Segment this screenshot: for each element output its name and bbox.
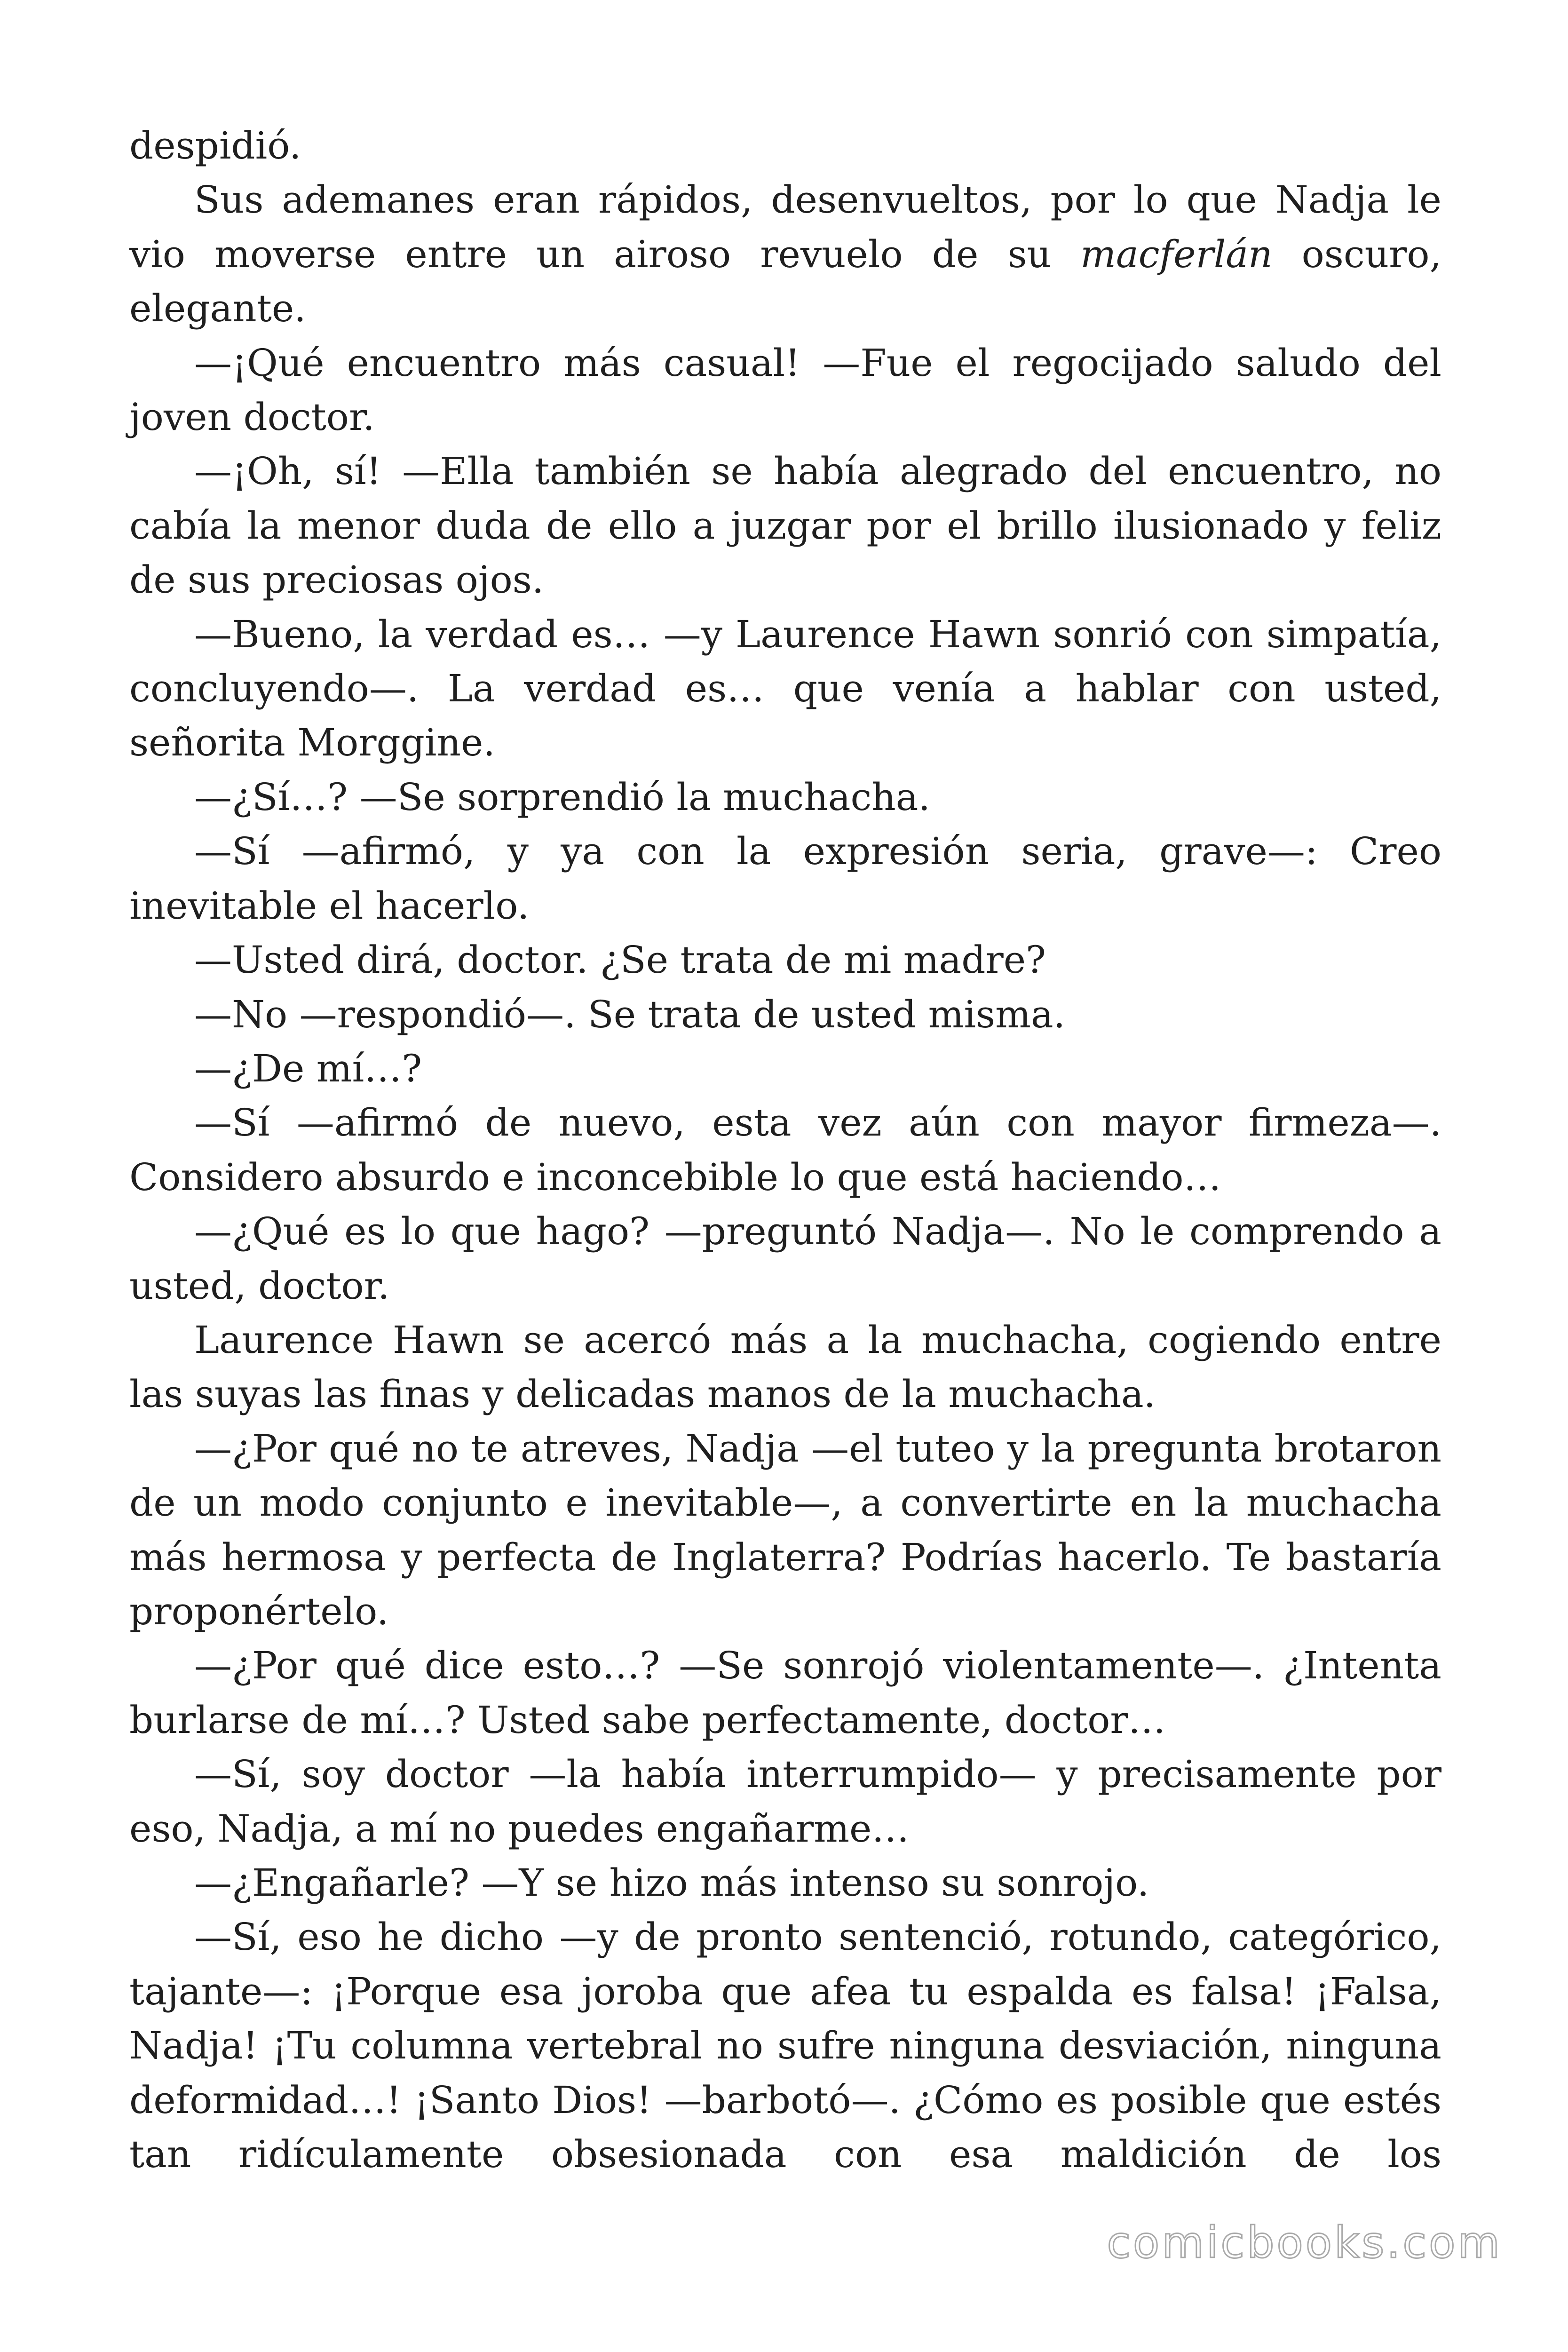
paragraph: —¡Oh, sí! —Ella también se había alegrado del encuentro, no cabía la menor duda de ello a juzgar por el brillo ilusionado y feliz de sus preciosas ojos. — [129, 449, 1441, 602]
paragraph: —¿Por qué dice esto…? —Se sonrojó violentamente—. ¿Intenta burlarse de mí…? Usted sabe perfectamente, doctor… — [129, 1644, 1441, 1742]
paragraph-text: Sus ademanes eran rápidos, desenvueltos, por lo que Nadja le vio moverse entre un airoso revuelo de su — [129, 178, 1441, 276]
watermark: comicbooks.com — [1107, 2217, 1502, 2268]
paragraph: —Sí, soy doctor —la había interrumpido— y precisamente por eso, Nadja, a mí no puedes engañarme… — [129, 1752, 1441, 1851]
paragraph: —Bueno, la verdad es… —y Laurence Hawn sonrió con simpatía, concluyendo—. La verdad es… que venía a hablar con usted, señorita Morggine. — [129, 612, 1441, 765]
paragraph: —Sí, eso he dicho —y de pronto sentenció, rotundo, categórico, tajante—: ¡Porque esa joroba que afea tu espalda es falsa! ¡Falsa, Nadja! ¡Tu columna vertebral no sufre ninguna desviación, ninguna deformidad…! ¡Santo Dios! —barbotó—. ¿Cómo es posible que estés tan ridículamente obsesionada con esa maldición de los — [129, 1915, 1441, 2177]
page-text — [129, 119, 1441, 2181]
paragraph: —¿Sí…? —Se sorprendió la muchacha. — [194, 775, 930, 819]
italic-word: macferlán — [1080, 232, 1273, 276]
paragraph: —Sí —afirmó de nuevo, esta vez aún con mayor firmeza—. Considero absurdo e inconcebible lo que está haciendo… — [129, 1101, 1441, 1199]
paragraph-text: oscuro, elegante. — [129, 232, 1442, 331]
paragraph: —¡Qué encuentro más casual! —Fue el regocijado saludo del joven doctor. — [129, 341, 1441, 439]
paragraph: —Usted dirá, doctor. ¿Se trata de mi madre? — [194, 938, 1046, 982]
paragraph: —¿Engañarle? —Y se hizo más intenso su sonrojo. — [194, 1861, 1149, 1905]
paragraph — [129, 173, 1441, 335]
paragraph: —¿Por qué no te atreves, Nadja —el tuteo y la pregunta brotaron de un modo conjunto e inevitable—, a convertirte en la muchacha más hermosa y perfecta de Inglaterra? Podrías hacerlo. Te bastaría proponértelo. — [129, 1426, 1441, 1633]
paragraph: —¿Qué es lo que hago? —preguntó Nadja—. No le comprendo a usted, doctor. — [129, 1209, 1441, 1308]
paragraph: —No —respondió—. Se trata de usted misma. — [194, 992, 1066, 1036]
paragraph: Laurence Hawn se acercó más a la muchacha, cogiendo entre las suyas las finas y delicadas manos de la muchacha. — [129, 1318, 1441, 1416]
paragraph: —¿De mí…? — [194, 1046, 422, 1090]
paragraph: —Sí —afirmó, y ya con la expresión seria, grave—: Creo inevitable el hacerlo. — [129, 829, 1441, 928]
paragraph: despidió. — [129, 124, 301, 167]
